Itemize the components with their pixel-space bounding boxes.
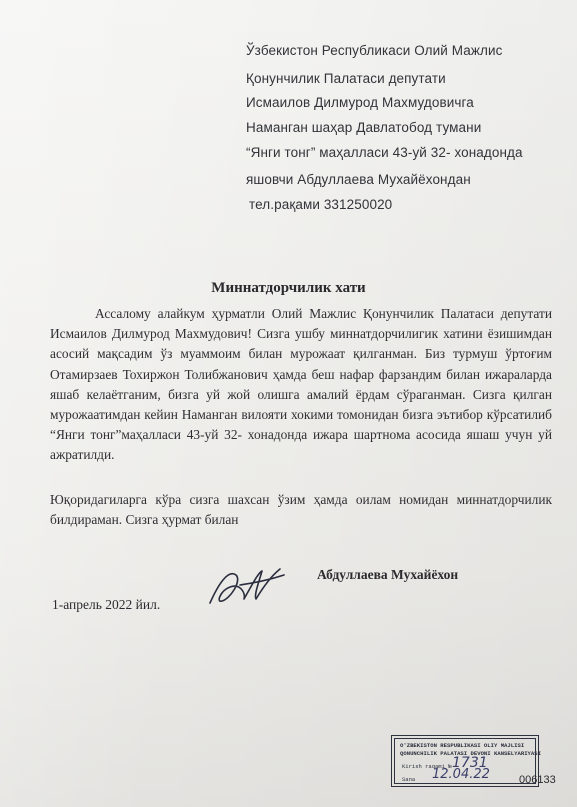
stamp-date-value: 12.04.22 xyxy=(432,767,490,782)
recipient-line-5: “Янги тонг” маҳалласи 43-уй 32- хонадонда xyxy=(246,145,523,160)
recipient-line-2: Қонунчилик Палатаси депутати xyxy=(246,71,446,86)
recipient-line-6: яшовчи Абдуллаева Мухайёхондан xyxy=(246,172,471,187)
stamp-reg-number: 1731 xyxy=(452,755,488,771)
signer-name: Абдуллаева Мухайёхон xyxy=(317,567,459,582)
body-paragraph-1: Ассалому алайкум ҳурматли Олий Мажлис Қонунчилик Палатаси депутати Исмаилов Дилмурод Махмудович! Сизга ушбу миннатдорчилигик хатини ёзишимдан асосий мақсадим ўз муаммоим билан мурожаат қилганман. Биз турмуш ўртоғим Отамирзаев Тохиржон Толибжанович ҳамда беш нафар фарзандим билан ижараларда яшаб келаётганим, бизга уй жой олишга амалий ёрдам сўраганман. Сизга қилган мурожаатимдан кейин Наманган вилояти хокими томонидан бизга эътибор кўрсатилиб “Янги тонг”маҳалласи 43-уй 32- хонадонда ижара шартнома асосида яшаш учун уй ажратилди. xyxy=(50,306,552,463)
handwritten-signature xyxy=(200,555,290,615)
stamp-org-line-1: O'ZBEKISTON RESPUBLIKASI OLIY MAJLISI xyxy=(400,742,525,749)
letter-title: Миннатдорчилик хати xyxy=(211,280,366,296)
stamp-serial-number: 006133 xyxy=(519,774,556,786)
recipient-phone: тел.рақами 331250020 xyxy=(249,197,393,212)
letter-date: 1-апрель 2022 йил. xyxy=(52,597,161,612)
body-paragraph-2: Юқоридагиларга кўра сизга шахсан ўзим ҳамда оилам номидан миннатдорчилик билдираман. Сизга ҳурмат билан xyxy=(50,492,552,528)
recipient-line-3: Исмаилов Дилмурод Махмудовичга xyxy=(246,95,474,110)
recipient-line-1: Ўзбекистон Республикаси Олий Мажлис xyxy=(246,43,503,58)
registration-stamp xyxy=(391,735,539,787)
stamp-reg-label: Kirish raqami № xyxy=(402,763,452,770)
stamp-org-line-2: QONUNCHILIK PALATASI DEVONI KANSELYARIYASI xyxy=(400,750,541,757)
stamp-date-label: Sana xyxy=(402,776,416,783)
recipient-line-4: Наманган шаҳар Давлатобод тумани xyxy=(246,120,482,135)
